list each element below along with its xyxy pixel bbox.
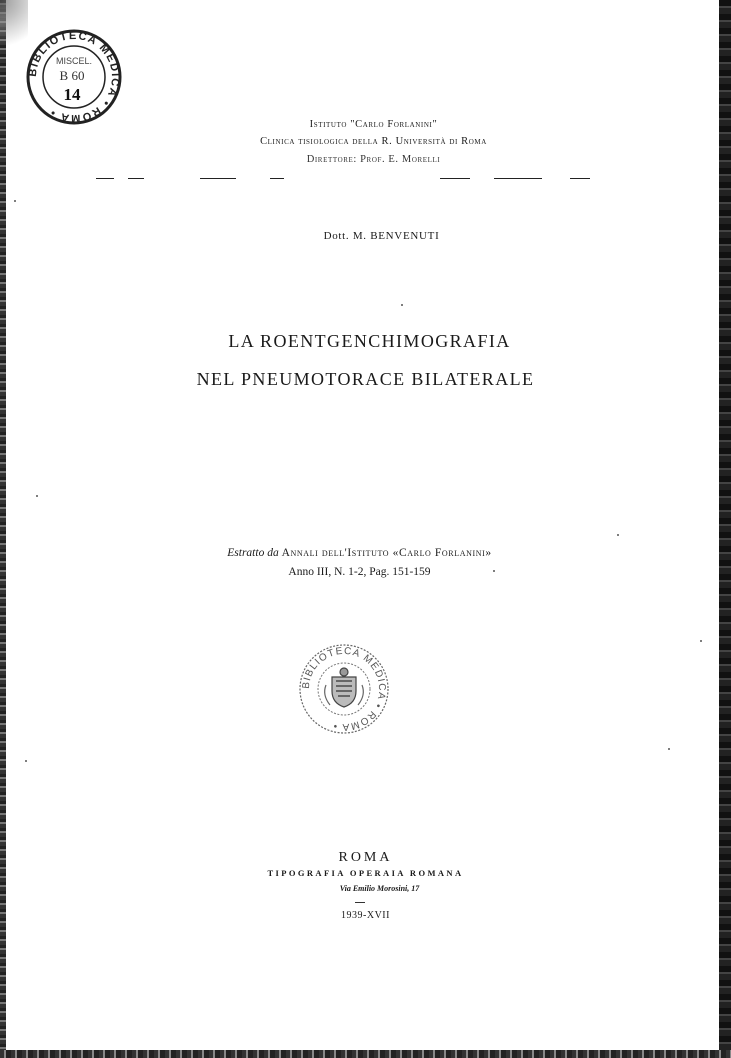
library-stamp-top: [22, 27, 126, 127]
stamp-shelf-number: 14: [63, 85, 81, 104]
scan-speck: [668, 748, 670, 750]
extract-line: [0, 547, 725, 559]
title-line-2: NEL PNEUMOTORACE BILATERALE: [196, 369, 535, 389]
scan-speck: [700, 640, 702, 642]
stamp-center-ring-text: BIBLIOTECA MEDICA • ROMA •: [300, 645, 388, 733]
stamp-ring-text: BIBLIOTECA MEDICA • ROMA •: [26, 29, 122, 125]
title-line-1: LA ROENTGENCHIMOGRAFIA: [228, 331, 511, 351]
scan-speck: [493, 570, 495, 572]
scan-edge-bottom: [0, 1050, 731, 1058]
scan-speck: [401, 304, 403, 306]
header-rule: [270, 178, 284, 179]
imprint-printer: TIPOGRAFIA OPERAIA ROMANA: [267, 868, 464, 878]
director-line: Direttore: Prof. E. Morelli: [306, 154, 441, 165]
imprint-year: 1939-XVII: [341, 910, 390, 921]
stamp-shelf-line2: B 60: [59, 68, 85, 83]
crest-icon: [325, 668, 364, 707]
imprint-address: Via Emilio Morosini, 17: [339, 884, 420, 893]
extract-details: Anno III, N. 1-2, Pag. 151-159: [288, 566, 431, 578]
imprint-dash: [355, 902, 365, 903]
scan-speck: [25, 760, 27, 762]
scan-speck: [617, 534, 619, 536]
stamp-shelf-line1: MISCEL.: [55, 56, 93, 66]
scan-speck: [14, 200, 16, 202]
extract-prefix: Estratto da: [227, 547, 279, 559]
header-rule: [570, 178, 590, 179]
scan-edge-left: [0, 0, 6, 1058]
institute-name: Istituto "Carlo Forlanini": [309, 119, 438, 130]
header-rule: [128, 178, 144, 179]
imprint-city: ROMA: [338, 850, 393, 865]
library-stamp-center: [296, 641, 392, 737]
author-name: Dott. M. BENVENUTI: [323, 230, 440, 242]
header-rule: [494, 178, 542, 179]
header-rule: [440, 178, 470, 179]
header-rule: [200, 178, 236, 179]
scan-speck: [36, 495, 38, 497]
clinic-name: Clinica tisiologica della R. Università di Roma: [260, 136, 487, 147]
extract-source: Annali dell'Istituto «Carlo Forlanini»: [281, 547, 492, 559]
header-rule: [96, 178, 114, 179]
